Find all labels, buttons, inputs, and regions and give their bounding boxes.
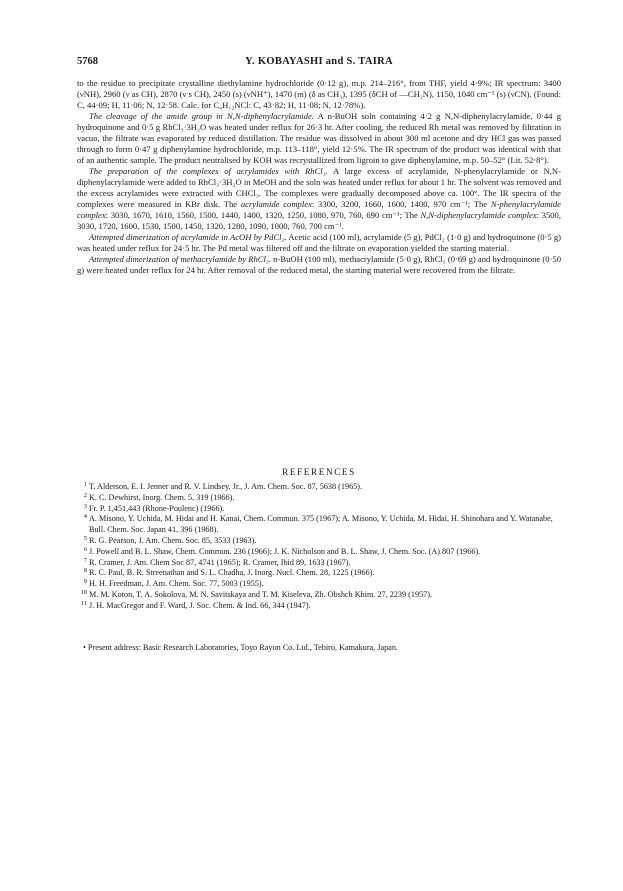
reference-text: J. Powell and B. L. Shaw, Chem. Commun. 236 (1966); J. K. Nicholson and B. L. Shaw, J. Chem. Soc. (A) 807 (1966). — [89, 546, 481, 556]
paragraph-text: A large excess of acrylamide, N-phenylacrylamide or N,N-diphenylacrylamide were added to RhCl₃·3H₂O in MeOH and the soln was heated under reflux for about 1 hr. The solvent was removed and the excess acrylamides were extracted with CHCl₃. The complexes were gradually decomposed above ca. 100°. The IR spectra of the complexes were measured in KBr disk. The — [77, 166, 561, 209]
paragraph-text: Acetic acid (100 ml), acrylamide (5 g), PdCl₂ (1·0 g) and hydroquinone (0·5 g) was heated under reflux for 24·5 hr. The Pd metal was filtered off and the filtrate on evaporation yielded the starting material. — [77, 232, 562, 253]
paragraph-lead: Attempted dimerization of acrylamide in AcOH by PdCl₂. — [89, 232, 287, 242]
reference-item — [77, 579, 561, 590]
paragraph-amide-cleavage — [77, 111, 561, 166]
reference-item — [77, 482, 561, 493]
reference-number: 3 — [83, 502, 87, 510]
paragraph-pdcl2-dimerization — [77, 232, 561, 254]
reference-text: M. M. Koton, T. A. Sokolova, M. N. Savitskaya and T. M. Kiseleva, Zh. Obshch Khim. 27, 2239 (1957). — [89, 589, 433, 599]
reference-text: R. Cramer, J. Am. Chem Soc 87, 4741 (1965); R. Cramer, Ibid 89, 1633 (1967). — [89, 557, 351, 567]
paragraph-lead: Attempted dimerization of methacrylamide by RhCl₃. — [89, 254, 272, 264]
reference-number: 6 — [83, 545, 87, 553]
reference-number: 9 — [83, 578, 87, 586]
reference-number: 10 — [80, 588, 87, 596]
paragraph-complex-preparation — [77, 166, 561, 232]
reference-text: K. C. Dewhirst, Inorg. Chem. 5, 319 (1966). — [89, 492, 235, 502]
reference-number: 1 — [83, 481, 87, 488]
running-head-authors: Y. KOBAYASHI and S. TAIRA — [245, 56, 393, 67]
reference-item — [77, 568, 561, 579]
reference-item — [77, 601, 561, 612]
reference-item — [77, 547, 561, 558]
reference-text: R. C. Paul, B. R. Streenathan and S. L. Chadha, J. Inorg. Nucl. Chem. 28, 1225 (1966). — [89, 568, 375, 578]
paragraph-lead: The preparation of the complexes of acrylamides with RhCl₃. — [89, 166, 328, 176]
reference-text: Fr. P. 1,451,443 (Rhone-Poulenc) (1966). — [89, 503, 225, 513]
footnote: • Present address: Basic Research Laboratories, Toyo Rayon Co. Ltd., Tebiro, Kamakura, Japan. — [83, 643, 398, 652]
paragraph-lead: The cleavage of the amide group in N,N-diphenylacrylamide. — [89, 111, 314, 121]
reference-text: J. H. MacGregor and F. Ward, J. Soc. Chem. & Ind. 66, 344 (1947). — [89, 600, 311, 610]
paragraph-text: n-BuOH (100 ml), methacrylamide (5·0 g), RhCl₃ (0·69 g) and hydroquinone (0·50 g) were heated under reflux for 24 hr. After removal of the reduced metal, the starting material were recovered from the filtrate. — [77, 254, 561, 275]
reference-text: R. G. Pearson, J. Am. Chem. Soc. 85, 3533 (1963). — [89, 535, 257, 545]
paragraph-methacrylamide-dimerization — [77, 254, 561, 276]
reference-text: H. H. Freedman, J. Am. Chem. Soc. 77, 5003 (1955). — [89, 579, 264, 589]
reference-number: 8 — [83, 567, 87, 575]
reference-number: 7 — [83, 556, 87, 564]
reference-number: 11 — [80, 599, 87, 607]
reference-text: T. Alderson, E. I. Jenner and R. V. Lindsey, Jr., J. Am. Chem. Soc. 87, 5638 (1965). — [89, 482, 363, 491]
reference-item — [77, 536, 561, 547]
reference-item — [77, 493, 561, 504]
references-list — [77, 482, 561, 612]
reference-item — [77, 590, 561, 601]
phenyl-complex-label: N-phenylacrylamide complex — [77, 199, 561, 220]
reference-number: 5 — [83, 534, 87, 542]
diphenyl-complex-label: N,N-diphenylacrylamide complex — [420, 210, 537, 220]
body-text — [77, 78, 561, 276]
diphenyl-complex-ir: : 3500, 3030, 1720, 1600, 1530, 1500, 1450, 1320, 1280, 1090, 1000, 760, 700 cm⁻¹. — [77, 210, 562, 231]
acrylamide-complex-label: acrylamide complex — [240, 199, 312, 209]
reference-item — [77, 504, 561, 515]
phenyl-complex-ir: : 3030, 1670, 1610, 1560, 1500, 1440, 1400, 1320, 1250, 1080, 970, 760, 690 cm⁻¹; The — [105, 210, 421, 220]
reference-number: 4 — [83, 513, 87, 521]
reference-text: A. Misono, Y. Uchida, M. Hidai and H. Kanai, Chem. Commun. 375 (1967); A. Misono, Y. Uchida, M. Hidai, H. Shinohara and Y. Watanabe, Bull. Chem. Soc. Japan 41, 396 (1968). — [89, 514, 553, 535]
paragraph-text: A n-BuOH soln containing 4·2 g N,N-diphenylacrylamide, 0·44 g hydroquinone and 0·5 g RhCl₃·3H₂O was heated under reflux for 26·3 hr. After cooling, the reduced Rh metal was removed by filtration in vacuo, the filtrate was evaporated by reduced distillation. The residue was dissolved in about 300 ml acetone and dry HCl gas was passed through to form 0·47 g diphenylamine hydrochloride, m.p. 113–118°, yield 12·5%. The IR spectrum of the product was identical with that of an authentic sample. The product neutralised by KOH was recrystallized from ligroin to give diphenylamine, m.p. 50–52° (Lit. 52·8°). — [77, 111, 562, 165]
reference-item — [77, 514, 561, 536]
reference-item — [77, 558, 561, 569]
acrylamide-complex-ir: : 3300, 3200, 1660, 1600, 1400, 970 cm⁻¹; The — [311, 199, 491, 209]
reference-number: 2 — [83, 491, 87, 499]
page-number: 5768 — [77, 56, 98, 67]
paragraph-continued: to the residue to precipitate crystalline diethylamine hydrochloride (0·12 g), m.p. 214–216°, from THF, yield 4·9%; IR spectrum: 3400 (νNH), 2960 (ν as CH), 2870 (ν s CH), 2450 (s) (νNH⁺), 1470 (m) (δ as CH₃), 1395 (δCH of —CH₂N), 1150, 1040 cm⁻¹ (s) (νCN). (Found: C, 44·09; H, 11·06; N, 12·58. Calc. for C₄H₁₂NCl: C, 43·82; H, 11·08; N, 12·78%). — [77, 78, 561, 110]
references-heading: REFERENCES — [282, 467, 356, 477]
